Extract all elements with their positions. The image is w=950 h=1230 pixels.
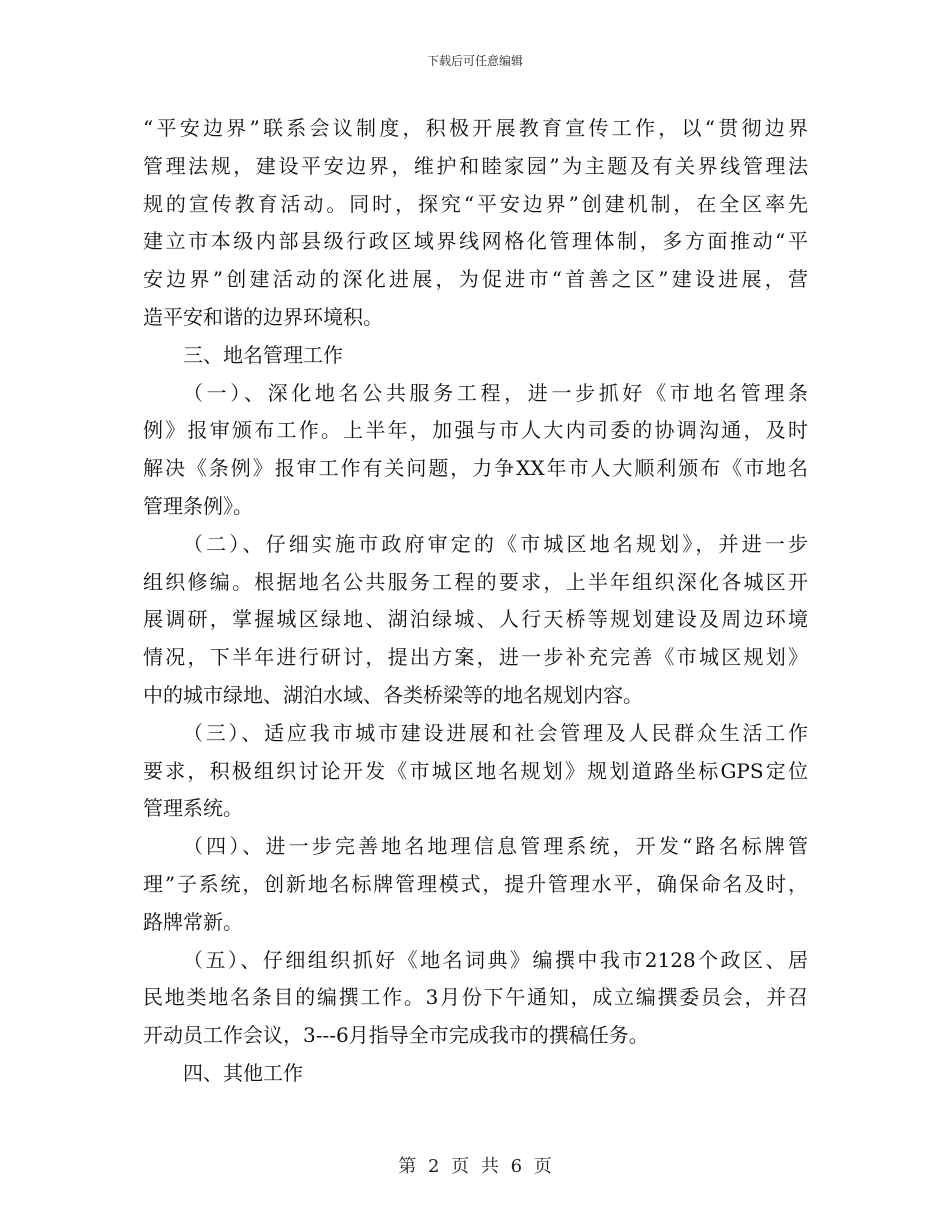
paragraph-line: “平安边界”联系会议制度，积极开展教育宣传工作，以“贯彻边界	[143, 116, 808, 140]
section-heading: 四、其他工作	[183, 1060, 303, 1085]
paragraph-line: 组织修编。根据地名公共服务工程的要求，上半年组织深化各城区开	[143, 569, 808, 594]
paragraph-line: 情况，下半年进行研讨，提出方案，进一步补充完善《市城区规划》	[143, 645, 808, 670]
paragraph-line: 解决《条例》报审工作有关问题，力争XX年市人大顺利颁布《市地名	[143, 456, 808, 481]
paragraph-line: 管理条例》。	[143, 493, 253, 518]
paragraph-line: 规的宣传教育活动。同时，探究“平安边界”创建机制，在全区率先	[143, 191, 808, 216]
paragraph-line: 开动员工作会议，3---6月指导全市完成我市的撰稿任务。	[143, 1023, 649, 1048]
paragraph-line: 管理系统。	[143, 796, 243, 821]
paragraph-line: 造平安和谐的边界环境积。	[143, 304, 383, 329]
paragraph-line: （一）、深化地名公共服务工程，进一步抓好《市地名管理条	[183, 380, 808, 405]
page-header-note: 下载后可任意编辑	[426, 54, 523, 68]
paragraph-line: （三）、适应我市城市建设进展和社会管理及人民群众生活工作	[183, 720, 808, 745]
page-number: 第 2 页 共 6 页	[398, 1156, 552, 1177]
paragraph-line: 建立市本级内部县级行政区域界线网格化管理体制，多方面推动“平	[143, 229, 808, 254]
paragraph-line: 安边界”创建活动的深化进展，为促进市“首善之区”建设进展，营	[143, 267, 808, 292]
paragraph-line: （四）、进一步完善地名地理信息管理系统，开发“路名标牌管	[183, 834, 808, 859]
paragraph-line: 理”子系统，创新地名标牌管理模式，提升管理水平，确保命名及时，	[143, 871, 808, 896]
paragraph-line: 管理法规，建设平安边界，维护和睦家园”为主题及有关界线管理法	[143, 153, 808, 178]
paragraph-line: 例》报审颁布工作。上半年，加强与市人大内司委的协调沟通，及时	[143, 418, 808, 443]
paragraph-line: （五）、仔细组织抓好《地名词典》编撰中我市2128个政区、居	[183, 947, 808, 972]
paragraph-line: 要求，积极组织讨论开发《市城区地名规划》规划道路坐标GPS定位	[143, 758, 808, 783]
paragraph-line: 中的城市绿地、湖泊水域、各类桥梁等的地名规划内容。	[143, 682, 643, 707]
section-heading: 三、地名管理工作	[183, 342, 343, 367]
paragraph-line: 路牌常新。	[143, 909, 243, 934]
document-body	[143, 110, 808, 1093]
paragraph-line: 展调研，掌握城区绿地、湖泊绿城、人行天桥等规划建设及周边环境	[143, 607, 808, 632]
paragraph-line: （二）、仔细实施市政府审定的《市城区地名规划》，并进一步	[183, 531, 808, 556]
paragraph-line: 民地类地名条目的编撰工作。3月份下午通知，成立编撰委员会，并召	[143, 985, 808, 1010]
